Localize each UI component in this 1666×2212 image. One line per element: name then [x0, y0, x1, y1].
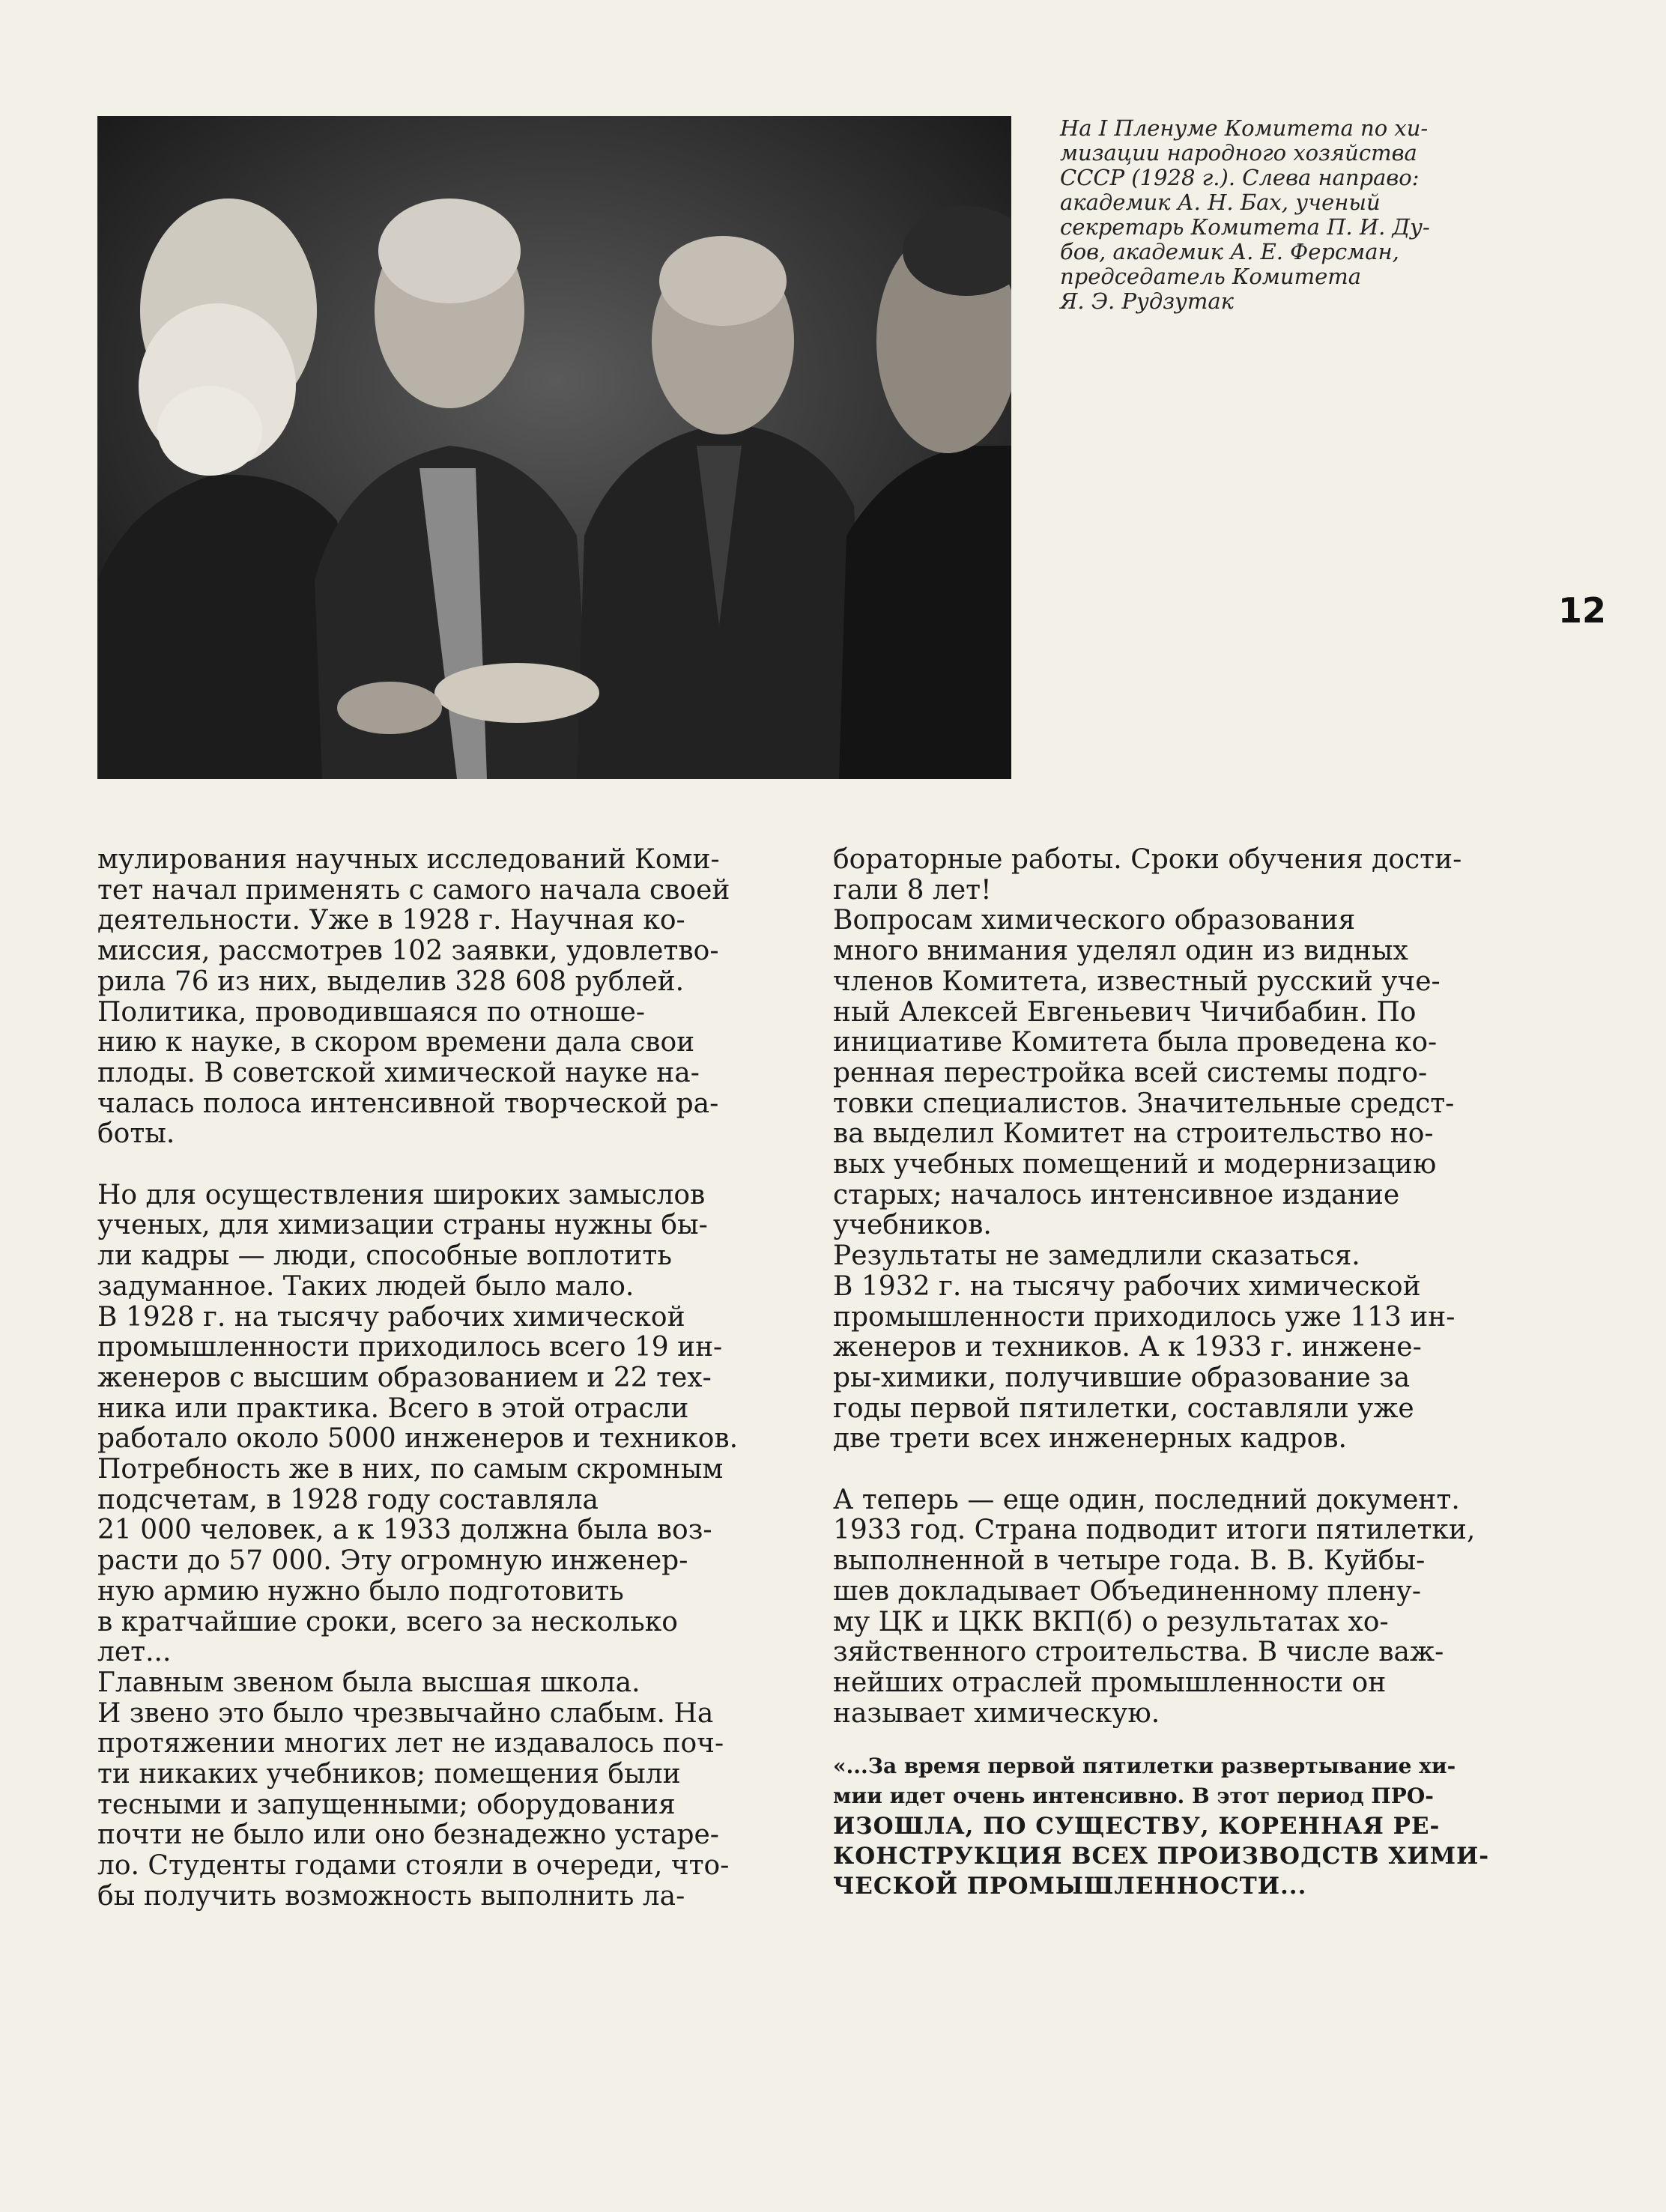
text-line: И звено это было чрезвычайно слабым. На — [97, 1697, 714, 1729]
text-line: много внимания уделял один из видных — [833, 936, 1408, 967]
text-line: ную армию нужно было подготовить — [97, 1575, 624, 1607]
photo-illustration — [97, 116, 1011, 779]
text-line: тет начал применять с самого начала своей — [97, 874, 730, 906]
text-line: зяйственного строительства. В числе важ- — [833, 1637, 1444, 1668]
text-line: 21 000 человек, а к 1933 должна была воз- — [97, 1515, 712, 1546]
text-line: инициативе Комитета была проведена ко- — [833, 1027, 1438, 1058]
text-line: задуманное. Таких людей было мало. — [97, 1270, 634, 1302]
caption-line: Я. Э. Рудзутак — [1060, 288, 1234, 314]
text-line: расти до 57 000. Эту огромную инженер- — [97, 1545, 688, 1577]
text-line: шев докладывает Объединенному плену- — [833, 1575, 1422, 1607]
quote-line: мии идет очень интенсивно. В этот период ПРО- — [833, 1784, 1434, 1809]
page-number: 12 — [1558, 590, 1607, 631]
text-line: Политика, проводившаяся по отноше- — [97, 996, 646, 1028]
text-line: учебников. — [833, 1210, 992, 1241]
caption-line: СССР (1928 г.). Слева направо: — [1060, 165, 1420, 190]
text-line: старых; началось интенсивное издание — [833, 1179, 1400, 1210]
text-line: ника или практика. Всего в этой отрасли — [97, 1393, 689, 1424]
text-line: гали 8 лет! — [833, 874, 992, 906]
text-line: миссия, рассмотрев 102 заявки, удовлетво- — [97, 936, 719, 967]
text-line: в кратчайшие сроки, всего за несколько — [97, 1606, 678, 1637]
caption-line: бов, академик А. Е. Ферсман, — [1060, 239, 1399, 264]
text-line: ный Алексей Евгеньевич Чичибабин. По — [833, 996, 1417, 1028]
right-column — [833, 845, 1522, 1901]
paragraph-gap — [97, 1150, 787, 1181]
text-line: плоды. В советской химической науке на- — [97, 1057, 700, 1088]
text-line: нию к науке, в скором времени дала свои — [97, 1027, 695, 1058]
text-line: нейших отраслей промышленности он — [833, 1667, 1387, 1698]
text-line: ли кадры — люди, способные воплотить — [97, 1240, 672, 1272]
text-line: подсчетам, в 1928 году составляла — [97, 1484, 599, 1515]
text-line: мулирования научных исследований Коми- — [97, 844, 720, 875]
text-line: А теперь — еще один, последний документ. — [833, 1484, 1460, 1515]
text-line: Потребность же в них, по самым скромным — [97, 1454, 724, 1485]
caption-line: мизации народного хозяйства — [1060, 140, 1417, 166]
text-line: Результаты не замедлили сказаться. — [833, 1240, 1360, 1272]
text-line: лет... — [97, 1637, 172, 1668]
right-column-body — [833, 845, 1522, 1729]
text-line: боты. — [97, 1118, 175, 1150]
quote-line: КОНСТРУКЦИЯ ВСЕХ ПРОИЗВОДСТВ ХИМИ- — [833, 1843, 1490, 1870]
text-line: Главным звеном была высшая школа. — [97, 1667, 640, 1698]
quote-line: ЧЕСКОЙ ПРОМЫШЛЕННОСТИ... — [833, 1873, 1307, 1900]
quote-line: ИЗОШЛА, ПО СУЩЕСТВУ, КОРЕННАЯ РЕ- — [833, 1813, 1441, 1840]
paragraph-gap — [833, 1455, 1522, 1485]
text-line: рила 76 из них, выделив 328 608 рублей. — [97, 966, 685, 997]
text-line: промышленности приходилось уже 113 ин- — [833, 1301, 1456, 1333]
text-line: деятельности. Уже в 1928 г. Научная ко- — [97, 905, 685, 936]
kuibyshev-quote — [833, 1751, 1522, 1901]
text-line: годы первой пятилетки, составляли уже — [833, 1393, 1414, 1424]
historical-photo — [97, 116, 1011, 779]
text-line: ти никаких учебников; помещения были — [97, 1759, 681, 1790]
quote-line: «...За время первой пятилетки развертывание хи- — [833, 1754, 1456, 1779]
text-line: почти не было или оно безнадежно устаре- — [97, 1819, 719, 1851]
text-line: Но для осуществления широких замыслов — [97, 1179, 706, 1210]
text-line: промышленности приходилось всего 19 ин- — [97, 1332, 723, 1363]
text-line: бораторные работы. Сроки обучения дости- — [833, 844, 1462, 875]
text-line: выполненной в четыре года. В. В. Куйбы- — [833, 1545, 1426, 1577]
text-line: ренная перестройка всей системы подго- — [833, 1057, 1428, 1088]
text-line: бы получить возможность выполнить ла- — [97, 1880, 685, 1912]
left-column — [97, 845, 787, 1912]
text-line: чалась полоса интенсивной творческой ра- — [97, 1088, 719, 1119]
text-line: В 1928 г. на тысячу рабочих химической — [97, 1301, 685, 1333]
text-line: 1933 год. Страна подводит итоги пятилетки, — [833, 1515, 1476, 1546]
text-line: протяжении многих лет не издавалось поч- — [97, 1728, 724, 1760]
text-line: женеров и техников. А к 1933 г. инжене- — [833, 1332, 1422, 1363]
text-line: женеров с высшим образованием и 22 тех- — [97, 1362, 712, 1393]
text-line: членов Комитета, известный русский уче- — [833, 966, 1441, 997]
caption-line: председатель Комитета — [1060, 264, 1362, 289]
text-line: товки специалистов. Значительные средст- — [833, 1088, 1455, 1119]
caption-line: На I Пленуме Комитета по хи- — [1060, 115, 1429, 141]
text-line: му ЦК и ЦКК ВКП(б) о результатах хо- — [833, 1606, 1389, 1637]
text-line: ры-химики, получившие образование за — [833, 1362, 1411, 1393]
text-line: называет химическую. — [833, 1697, 1160, 1729]
text-line: работало около 5000 инженеров и техников. — [97, 1423, 739, 1455]
text-line: вых учебных помещений и модернизацию — [833, 1149, 1437, 1181]
text-line: ва выделил Комитет на строительство но- — [833, 1118, 1434, 1150]
text-line: Вопросам химического образования — [833, 905, 1356, 936]
caption-line: секретарь Комитета П. И. Ду- — [1060, 214, 1430, 240]
text-line: ученых, для химизации страны нужны бы- — [97, 1210, 708, 1241]
caption-line: академик А. Н. Бах, ученый — [1060, 190, 1381, 215]
photo-caption — [1060, 116, 1431, 314]
text-line: две трети всех инженерных кадров. — [833, 1423, 1347, 1455]
text-line: ло. Студенты годами стояли в очереди, что- — [97, 1850, 730, 1882]
text-line: тесными и запущенными; оборудования — [97, 1789, 676, 1820]
text-line: В 1932 г. на тысячу рабочих химической — [833, 1270, 1421, 1302]
